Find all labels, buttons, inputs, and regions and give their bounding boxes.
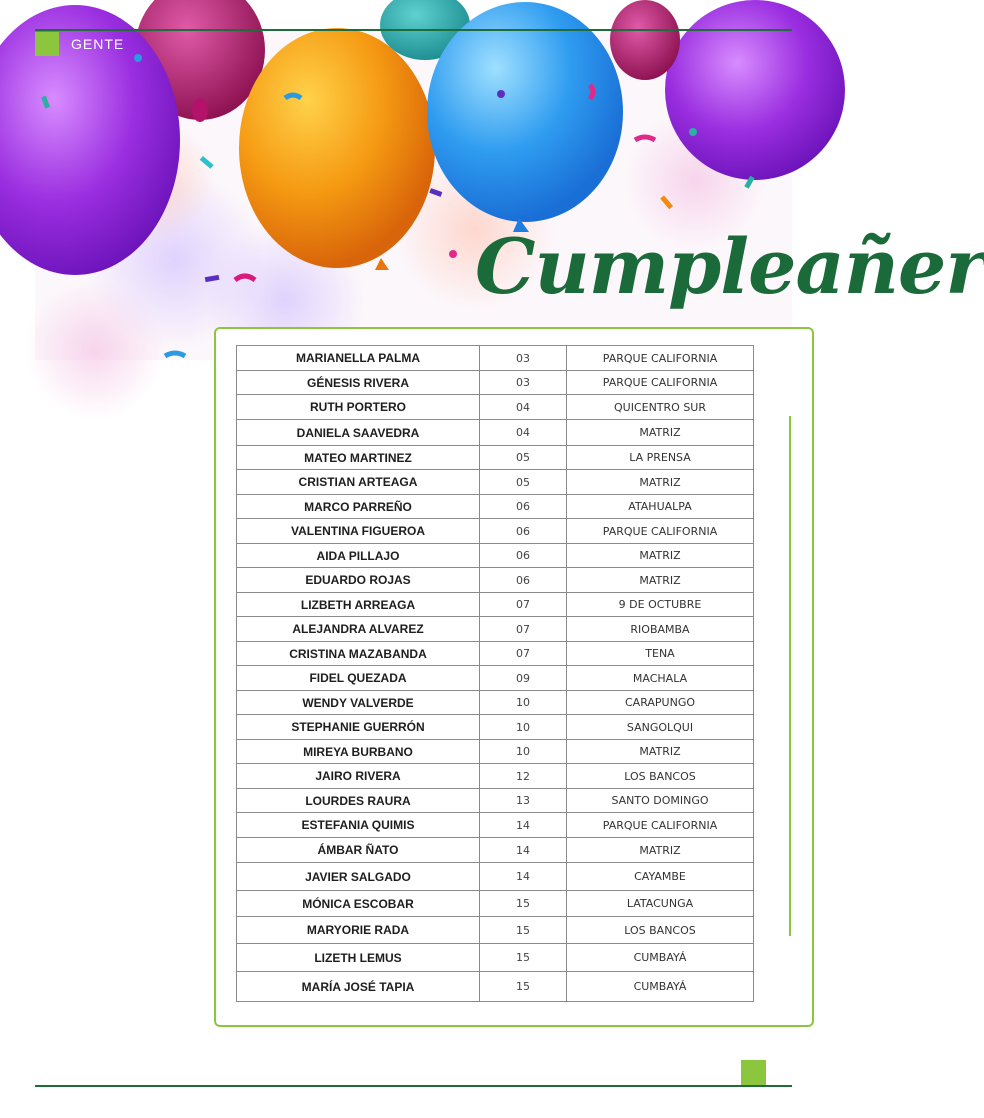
table-row [237,838,754,863]
table-row [237,740,754,764]
panel-accent-line [789,416,791,936]
employee-name: EDUARDO ROJAS [237,568,480,593]
table-row [237,642,754,666]
employee-name: MIREYA BURBANO [237,740,480,764]
office-location: SANGOLQUI [567,715,754,740]
employee-name: MARCO PARREÑO [237,495,480,519]
table-row [237,764,754,789]
employee-name: MATEO MARTINEZ [237,446,480,470]
table-row [237,544,754,568]
office-location: CARAPUNGO [567,691,754,715]
birthday-day: 14 [480,838,567,863]
office-location: PARQUE CALIFORNIA [567,813,754,838]
employee-name: ESTEFANIA QUIMIS [237,813,480,838]
employee-name: AIDA PILLAJO [237,544,480,568]
office-location: MATRIZ [567,740,754,764]
table-row [237,495,754,519]
birthday-day: 03 [480,371,567,395]
table-row [237,789,754,813]
table-row [237,346,754,371]
bottom-rule [35,1085,792,1087]
office-location: PARQUE CALIFORNIA [567,371,754,395]
table-row [237,666,754,691]
birthday-table-body [237,346,754,1002]
office-location: SANTO DOMINGO [567,789,754,813]
table-row [237,568,754,593]
office-location: ATAHUALPA [567,495,754,519]
birthday-day: 06 [480,519,567,544]
employee-name: MARYORIE RADA [237,917,480,944]
table-row [237,691,754,715]
birthday-day: 05 [480,470,567,495]
birthday-day: 04 [480,420,567,446]
office-location: MATRIZ [567,544,754,568]
employee-name: VALENTINA FIGUEROA [237,519,480,544]
birthday-day: 14 [480,863,567,891]
office-location: MATRIZ [567,838,754,863]
birthday-day: 10 [480,691,567,715]
employee-name: WENDY VALVERDE [237,691,480,715]
table-row [237,715,754,740]
office-location: LATACUNGA [567,891,754,917]
table-row [237,863,754,891]
office-location: RIOBAMBA [567,617,754,642]
table-row [237,944,754,972]
office-location: CUMBAYÁ [567,972,754,1002]
birthday-table [236,345,754,1002]
birthday-day: 15 [480,917,567,944]
employee-name: JAIRO RIVERA [237,764,480,789]
office-location: MATRIZ [567,470,754,495]
table-row [237,420,754,446]
office-location: TENA [567,642,754,666]
birthday-day: 07 [480,617,567,642]
employee-name: ALEJANDRA ALVAREZ [237,617,480,642]
employee-name: ÁMBAR ÑATO [237,838,480,863]
section-tag [35,32,124,56]
birthday-day: 07 [480,593,567,617]
employee-name: RUTH PORTERO [237,395,480,420]
birthday-day: 06 [480,568,567,593]
section-marker-square [35,32,59,56]
birthday-day: 07 [480,642,567,666]
table-row [237,891,754,917]
birthday-day: 15 [480,944,567,972]
office-location: CUMBAYÁ [567,944,754,972]
office-location: LA PRENSA [567,446,754,470]
birthday-day: 05 [480,446,567,470]
birthday-day: 12 [480,764,567,789]
birthday-day: 03 [480,346,567,371]
birthday-day: 06 [480,544,567,568]
table-row [237,371,754,395]
table-row [237,519,754,544]
employee-name: STEPHANIE GUERRÓN [237,715,480,740]
birthday-day: 14 [480,813,567,838]
employee-name: GÉNESIS RIVERA [237,371,480,395]
employee-name: DANIELA SAAVEDRA [237,420,480,446]
table-row [237,593,754,617]
birthday-day: 15 [480,891,567,917]
birthday-day: 09 [480,666,567,691]
employee-name: LOURDES RAURA [237,789,480,813]
table-row [237,446,754,470]
section-label: GENTE [71,36,125,52]
employee-name: MARÍA JOSÉ TAPIA [237,972,480,1002]
employee-name: MARIANELLA PALMA [237,346,480,371]
office-location: MACHALA [567,666,754,691]
employee-name: MÓNICA ESCOBAR [237,891,480,917]
table-row [237,395,754,420]
office-location: CAYAMBE [567,863,754,891]
birthday-day: 10 [480,740,567,764]
birthday-day: 10 [480,715,567,740]
table-row [237,617,754,642]
office-location: QUICENTRO SUR [567,395,754,420]
birthday-day: 15 [480,972,567,1002]
office-location: PARQUE CALIFORNIA [567,519,754,544]
birthday-day: 13 [480,789,567,813]
employee-name: FIDEL QUEZADA [237,666,480,691]
employee-name: CRISTIAN ARTEAGA [237,470,480,495]
employee-name: CRISTINA MAZABANDA [237,642,480,666]
table-row [237,813,754,838]
employee-name: LIZBETH ARREAGA [237,593,480,617]
birthday-day: 04 [480,395,567,420]
office-location: LOS BANCOS [567,917,754,944]
table-row [237,972,754,1002]
page-title: Cumpleañer [475,222,984,311]
office-location: MATRIZ [567,420,754,446]
office-location: MATRIZ [567,568,754,593]
birthday-day: 06 [480,495,567,519]
employee-name: LIZETH LEMUS [237,944,480,972]
office-location: PARQUE CALIFORNIA [567,346,754,371]
top-rule [35,29,792,31]
footer-marker-square [741,1060,766,1085]
table-row [237,917,754,944]
office-location: LOS BANCOS [567,764,754,789]
office-location: 9 DE OCTUBRE [567,593,754,617]
table-row [237,470,754,495]
employee-name: JAVIER SALGADO [237,863,480,891]
